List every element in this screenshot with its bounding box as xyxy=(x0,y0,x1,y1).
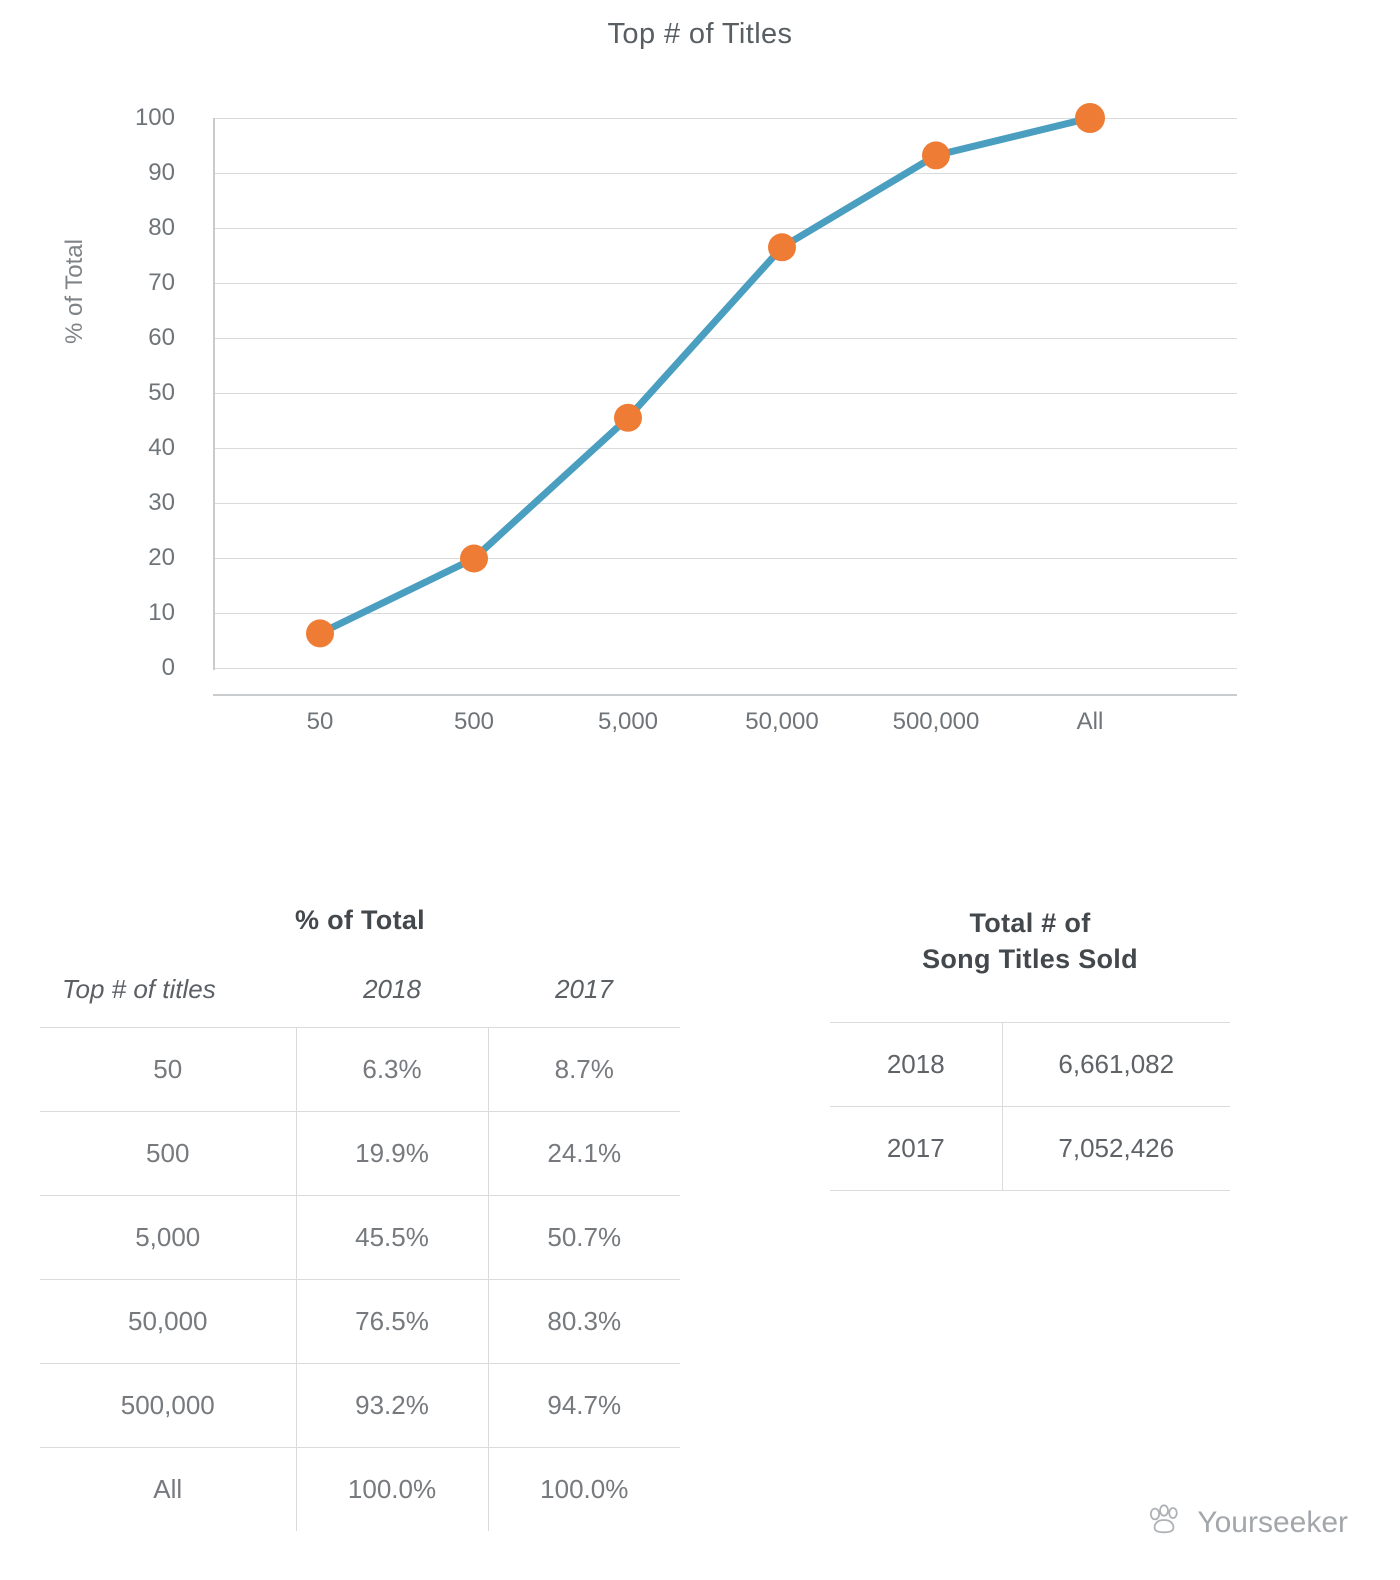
percent-of-total-table-block xyxy=(40,905,680,1531)
column-header-2018: 2018 xyxy=(363,974,421,1004)
y-tick-label: 10 xyxy=(148,599,175,626)
table-row xyxy=(40,1112,680,1196)
watermark-label: Yourseeker xyxy=(1197,1505,1348,1539)
cell-2017: 100.0% xyxy=(488,1448,680,1532)
table-row xyxy=(830,1106,1230,1190)
x-tick-label: 5,000 xyxy=(597,708,659,735)
x-tick-label: All xyxy=(1076,708,1104,735)
data-point-marker xyxy=(460,545,488,573)
cell-top-titles: 50 xyxy=(40,1028,296,1112)
cell-year: 2017 xyxy=(830,1106,1002,1190)
cell-top-titles: 5,000 xyxy=(40,1196,296,1280)
y-tick-label: 100 xyxy=(134,104,175,131)
data-point-marker xyxy=(768,233,796,261)
cell-2017: 80.3% xyxy=(488,1280,680,1364)
series-line xyxy=(320,118,1090,633)
data-point-marker xyxy=(614,404,642,432)
column-header-2017: 2017 xyxy=(555,974,613,1004)
chart-container xyxy=(0,0,1400,780)
total-titles-sold-block xyxy=(830,905,1230,1191)
y-tick-label: 0 xyxy=(161,654,175,681)
y-tick-label: 80 xyxy=(148,214,175,241)
table-row xyxy=(40,1448,680,1532)
y-tick-label: 70 xyxy=(148,269,175,296)
column-header-titles: Top # of titles xyxy=(62,974,216,1004)
cell-2017: 94.7% xyxy=(488,1364,680,1448)
y-tick-label: 60 xyxy=(148,324,175,351)
x-tick-label: 50 xyxy=(306,708,334,735)
total-title-line-2: Song Titles Sold xyxy=(922,944,1138,975)
cell-top-titles: 500 xyxy=(40,1112,296,1196)
y-tick-label: 40 xyxy=(148,434,175,461)
cell-total-titles: 6,661,082 xyxy=(1002,1022,1230,1106)
data-point-marker xyxy=(1075,103,1105,133)
data-point-marker xyxy=(306,619,334,647)
cell-2018: 6.3% xyxy=(296,1028,488,1112)
cell-2018: 19.9% xyxy=(296,1112,488,1196)
series-plot-2018 xyxy=(0,0,1400,780)
cell-2017: 50.7% xyxy=(488,1196,680,1280)
cell-2018: 76.5% xyxy=(296,1280,488,1364)
percent-of-total-table-title: % of Total xyxy=(295,905,425,935)
y-tick-label: 20 xyxy=(148,544,175,571)
chart-title: Top # of Titles xyxy=(607,18,793,50)
watermark xyxy=(1145,1503,1348,1542)
percent-of-total-table xyxy=(40,974,680,1531)
table-row xyxy=(830,1022,1230,1106)
x-tick-label: 50,000 xyxy=(745,708,819,735)
total-titles-sold-title xyxy=(830,905,1230,978)
cell-2018: 93.2% xyxy=(296,1364,488,1448)
total-titles-sold-table xyxy=(830,1022,1230,1191)
table-row xyxy=(40,1196,680,1280)
y-tick-label: 30 xyxy=(148,489,175,516)
data-point-marker xyxy=(922,141,950,169)
x-tick-label: 500,000 xyxy=(892,708,980,735)
x-tick-label: 500 xyxy=(453,708,495,735)
cell-year: 2018 xyxy=(830,1022,1002,1106)
cell-2017: 24.1% xyxy=(488,1112,680,1196)
y-axis-label: % of Total xyxy=(61,239,88,344)
cell-total-titles: 7,052,426 xyxy=(1002,1106,1230,1190)
table-row xyxy=(40,1364,680,1448)
table-row xyxy=(40,1280,680,1364)
cell-top-titles: All xyxy=(40,1448,296,1532)
table-header-row xyxy=(40,974,680,1028)
cell-top-titles: 50,000 xyxy=(40,1280,296,1364)
total-title-line-1: Total # of xyxy=(969,908,1091,938)
y-tick-label: 90 xyxy=(148,159,175,186)
paw-icon xyxy=(1145,1503,1185,1542)
cell-2018: 100.0% xyxy=(296,1448,488,1532)
table-row xyxy=(40,1028,680,1112)
cell-2017: 8.7% xyxy=(488,1028,680,1112)
series-markers xyxy=(306,103,1105,647)
cell-top-titles: 500,000 xyxy=(40,1364,296,1448)
cell-2018: 45.5% xyxy=(296,1196,488,1280)
y-tick-label: 50 xyxy=(148,379,175,406)
